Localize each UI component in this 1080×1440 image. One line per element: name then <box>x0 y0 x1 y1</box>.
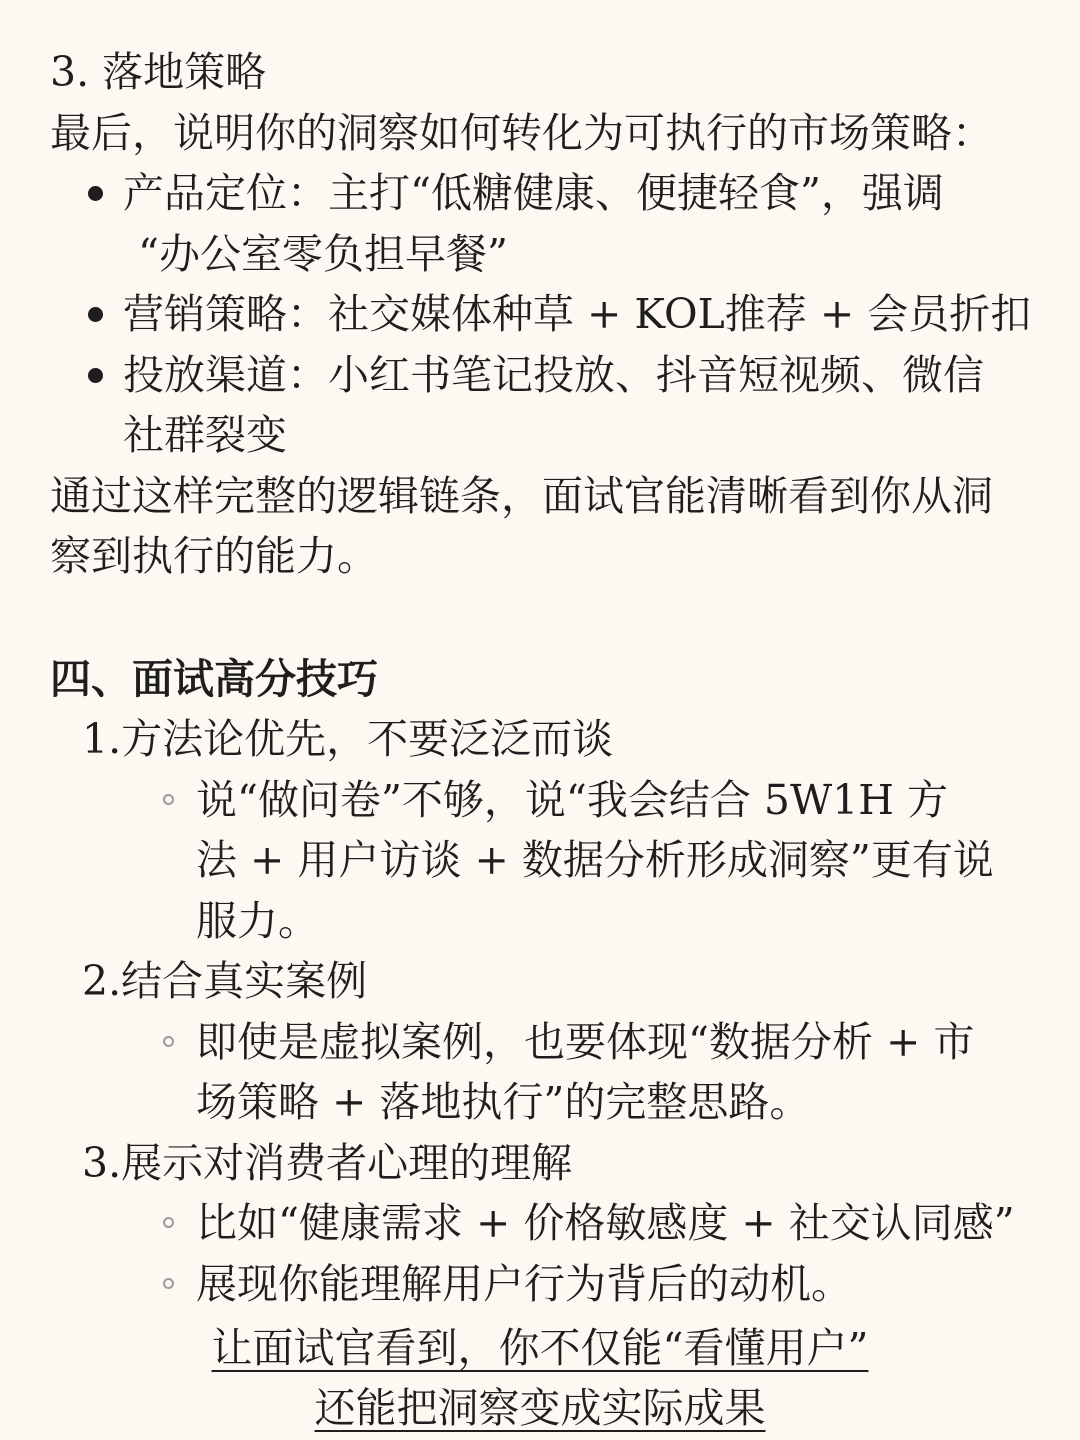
closing-line <box>0 1318 1080 1378</box>
spacer <box>50 587 1050 649</box>
list-item <box>50 1012 1050 1133</box>
bullet-dot-icon <box>88 307 103 322</box>
bullet-dot-icon <box>88 368 103 383</box>
hollow-bullet-icon <box>163 1278 174 1289</box>
hollow-bullet-icon <box>163 1036 174 1047</box>
section3-conclusion: 察到执行的能力。 <box>50 532 378 580</box>
section3-intro: 最后，说明你的洞察如何转化为可执行的市场策略： <box>50 108 993 157</box>
section3-conclusion: 通过这样完整的逻辑链条，面试官能清晰看到你从洞 <box>50 471 993 520</box>
closing-text: 还能把洞察变成实际成果 <box>314 1384 766 1432</box>
list-item <box>50 951 1050 1012</box>
bullet-text: 营销策略：社交媒体种草 + KOL推荐 + 会员折扣 <box>123 290 1032 338</box>
list-item <box>50 163 1050 284</box>
numbered-item-title: 2.结合真实案例 <box>82 957 368 1005</box>
sub-item-text: 说“做问卷”不够，说“我会结合 5W1H 方 <box>196 775 949 824</box>
list-item <box>50 770 1050 952</box>
hollow-bullet-icon <box>163 794 174 805</box>
bullet-dot-icon <box>88 186 103 201</box>
list-item <box>50 1133 1050 1194</box>
section4-heading: 四、面试高分技巧 <box>50 654 378 703</box>
closing-text: 让面试官看到，你不仅能“看懂用户” <box>211 1324 869 1372</box>
hollow-bullet-icon <box>163 1217 174 1228</box>
document-body <box>50 42 1050 1314</box>
list-item <box>50 345 1050 466</box>
sub-item-text: 法 + 用户访谈 + 数据分析形成洞察”更有说 <box>196 836 994 884</box>
sub-item-text: 比如“健康需求 + 价格敏感度 + 社交认同感” <box>196 1199 1015 1247</box>
list-item <box>50 284 1050 345</box>
list-item <box>50 1254 1050 1315</box>
closing-line <box>0 1378 1080 1438</box>
sub-item-text: 场策略 + 落地执行”的完整思路。 <box>196 1078 811 1126</box>
section3-title: 3. 落地策略 <box>50 48 267 96</box>
sub-item-text: 展现你能理解用户行为背后的动机。 <box>196 1259 852 1308</box>
bullet-text: 社群裂变 <box>123 411 287 459</box>
numbered-item-title: 1.方法论优先，不要泛泛而谈 <box>82 715 614 763</box>
list-item <box>50 709 1050 770</box>
sub-item-text: 即使是虚拟案例，也要体现“数据分析 + 市 <box>196 1017 975 1066</box>
bullet-text: 投放渠道：小红书笔记投放、抖音短视频、微信 <box>123 350 984 399</box>
numbered-item-title: 3.展示对消费者心理的理解 <box>82 1138 573 1187</box>
list-item <box>50 1193 1050 1254</box>
bullet-text: “办公室零负担早餐” <box>138 229 508 278</box>
sub-item-text: 服力。 <box>196 896 319 945</box>
bullet-text: 产品定位：主打“低糖健康、便捷轻食”，强调 <box>123 169 944 217</box>
